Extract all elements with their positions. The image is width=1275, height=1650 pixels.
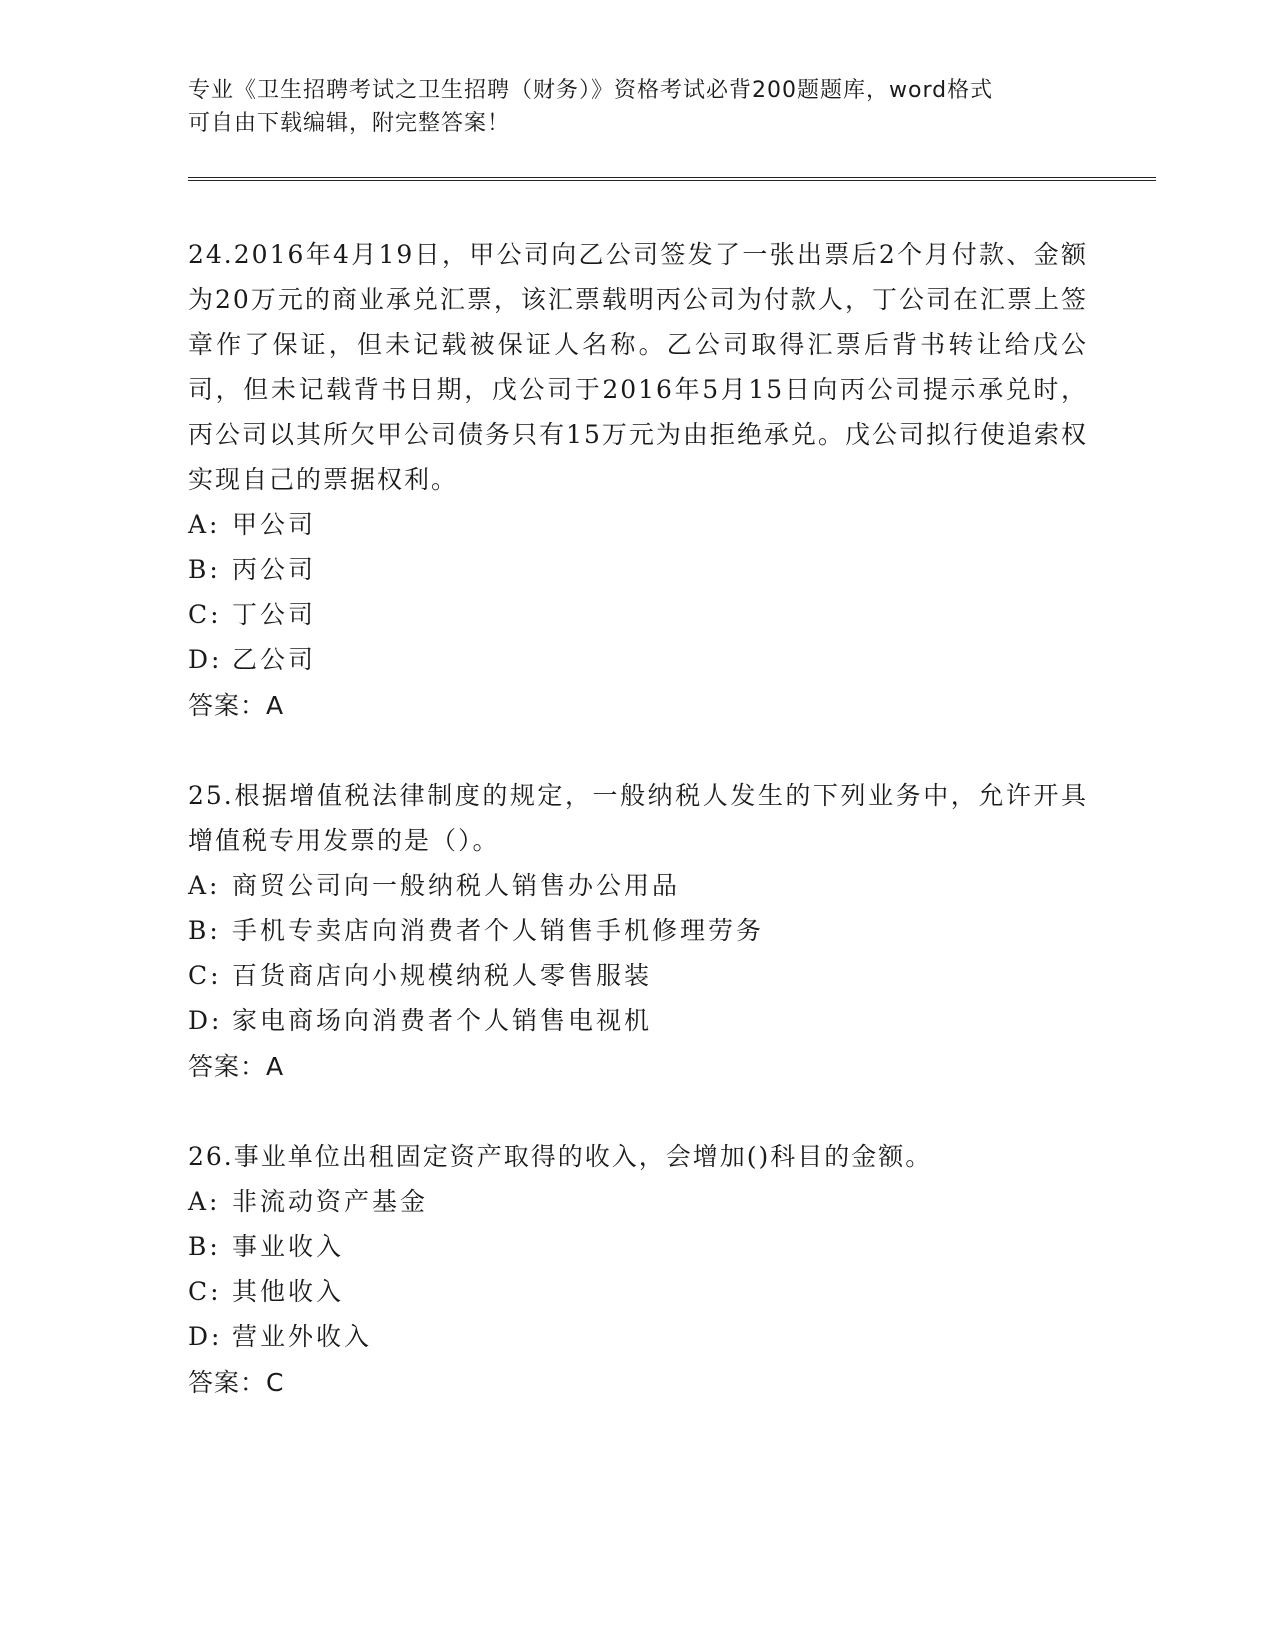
answer-label: 答案：C — [188, 1368, 285, 1397]
option-c — [188, 1269, 1088, 1314]
option-letter: B: — [188, 916, 221, 945]
option-c — [188, 592, 1088, 637]
option-letter: D: — [188, 1006, 223, 1035]
header-title-line-1: 专业《卫生招聘考试之卫生招聘（财务）》资格考试必背200题题库，word格式 — [188, 78, 994, 103]
header-divider — [188, 177, 1156, 181]
option-b — [188, 1224, 1088, 1269]
question-24 — [188, 232, 1088, 729]
option-a — [188, 1179, 1088, 1224]
option-d — [188, 637, 1088, 682]
option-text: 营业外收入 — [232, 1322, 373, 1351]
document-header — [188, 74, 1088, 140]
option-letter: C: — [188, 1277, 222, 1306]
option-d — [188, 998, 1088, 1043]
option-b — [188, 908, 1088, 953]
option-text: 丙公司 — [232, 555, 317, 584]
answer-label: 答案：A — [188, 1052, 285, 1081]
question-text: 25.根据增值税法律制度的规定，一般纳税人发生的下列业务中，允许开具增值税专用发票的是（）。 — [188, 781, 1088, 855]
option-letter: B: — [188, 1232, 221, 1261]
option-letter: D: — [188, 645, 223, 674]
question-26 — [188, 1134, 1088, 1406]
option-letter: A: — [188, 1187, 221, 1216]
option-a — [188, 863, 1088, 908]
question-list — [188, 232, 1088, 1450]
option-a — [188, 502, 1088, 547]
answer-label: 答案：A — [188, 691, 285, 720]
option-d — [188, 1314, 1088, 1359]
option-text: 甲公司 — [232, 510, 317, 539]
option-b — [188, 547, 1088, 592]
question-text: 24.2016年4月19日，甲公司向乙公司签发了一张出票后2个月付款、金额为20万元的商业承兑汇票，该汇票载明丙公司为付款人，丁公司在汇票上签章作了保证，但未记载被保证人名称。乙公司取得汇票后背书转让给戊公司，但未记载背书日期，戊公司于2016年5月15日向丙公司提示承兑时，丙公司以其所欠甲公司债务只有15万元为由拒绝承兑。戊公司拟行使追索权实现自己的票据权利。 — [188, 240, 1088, 494]
option-text: 商贸公司向一般纳税人销售办公用品 — [232, 871, 681, 900]
option-text: 百货商店向小规模纳税人零售服装 — [232, 961, 653, 990]
option-letter: D: — [188, 1322, 223, 1351]
option-letter: C: — [188, 600, 222, 629]
option-text: 丁公司 — [232, 600, 317, 629]
option-text: 其他收入 — [232, 1277, 345, 1306]
option-text: 手机专卖店向消费者个人销售手机修理劳务 — [232, 916, 765, 945]
question-25 — [188, 773, 1088, 1090]
option-c — [188, 953, 1088, 998]
option-text: 事业收入 — [232, 1232, 345, 1261]
option-text: 非流动资产基金 — [232, 1187, 429, 1216]
option-letter: A: — [188, 510, 221, 539]
option-letter: B: — [188, 555, 221, 584]
header-title-line-2: 可自由下载编辑，附完整答案！ — [188, 111, 511, 136]
option-text: 乙公司 — [232, 645, 317, 674]
question-text: 26.事业单位出租固定资产取得的收入，会增加()科目的金额。 — [188, 1142, 933, 1171]
option-letter: A: — [188, 871, 221, 900]
option-letter: C: — [188, 961, 222, 990]
option-text: 家电商场向消费者个人销售电视机 — [232, 1006, 653, 1035]
